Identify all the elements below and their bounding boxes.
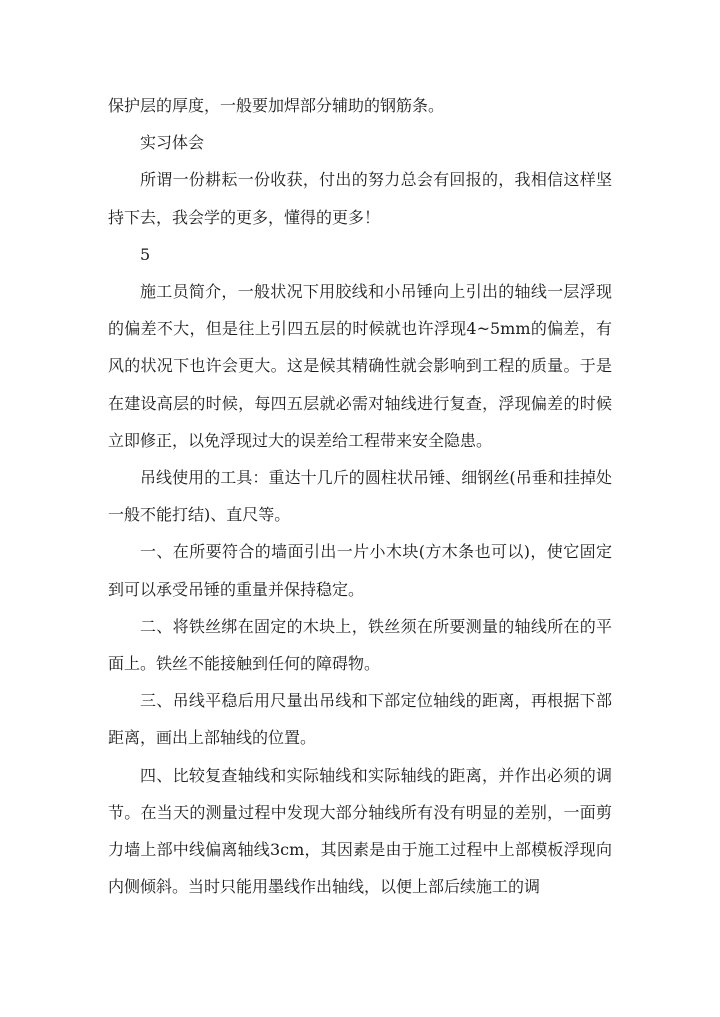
paragraph-8: 二、将铁丝绑在固定的木块上，铁丝须在所要测量的轴线所在的平面上。铁丝不能接触到任何的障碍物。: [108, 616, 612, 674]
paragraph-5: 施工员简介，一般状况下用胶线和小吊锤向上引出的轴线一层浮现的偏差不大，但是往上引四五层的时候就也许浮现4~5mm的偏差，有风的状况下也许会更大。这是候其精确性就会影响到工程的质量。于是在建设高层的时候，每四五层就必需对轴线进行复查，浮现偏差的时候立即修正，以免浮现过大的误差给工程带来安全隐患。: [108, 282, 612, 450]
section-number: 5: [140, 244, 151, 264]
paragraph-9: 三、吊线平稳后用尺量出吊线和下部定位轴线的距离，再根据下部距离，画出上部轴线的位置。: [108, 691, 612, 748]
document-page: [108, 87, 612, 905]
section-heading-internship-reflection: 实习体会: [140, 133, 205, 153]
paragraph-1: 保护层的厚度，一般要加焊部分辅助的钢筋条。: [108, 96, 445, 115]
paragraph-10: 四、比较复查轴线和实际轴线和实际轴线的距离，并作出必须的调节。在当天的测量过程中发现大部分轴线所有没有明显的差别，一面剪力墙上部中线偏离轴线3cm，其因素是由于施工过程中上部模板浮现向内侧倾斜。当时只能用墨线作出轴线，以便上部后续施工的调: [108, 765, 612, 897]
paragraph-3: 所谓一份耕耘一份收获，付出的努力总会有回报的，我相信这样坚持下去，我会学的更多，懂得的更多！: [108, 170, 612, 227]
paragraph-6: 吊线使用的工具：重达十几斤的圆柱状吊锤、细钢丝(吊垂和挂掉处一般不能打结)、直尺等。: [108, 468, 612, 525]
paragraph-7: 一、在所要符合的墙面引出一片小木块(方木条也可以)，使它固定到可以承受吊锤的重量并保持稳定。: [108, 542, 612, 599]
